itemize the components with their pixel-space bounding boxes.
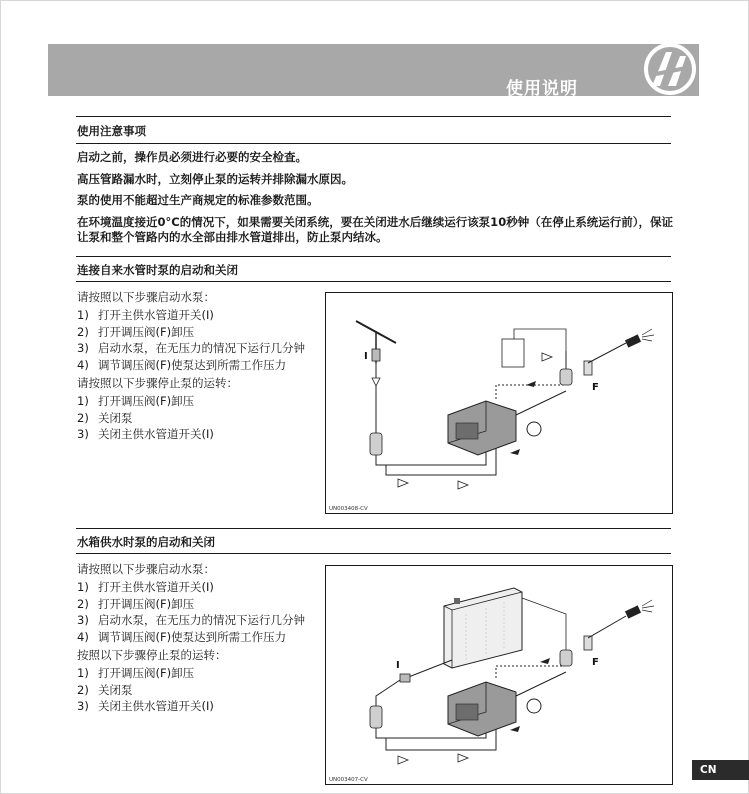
list-item: 1) 打开主供水管道开关(I): [77, 580, 214, 595]
list-item: 1) 打开调压阀(F)卸压: [77, 666, 195, 681]
figure-code: UN003407-CV: [329, 777, 368, 783]
note-item: 启动之前，操作员必须进行必要的安全检查。: [77, 150, 307, 164]
tank-section-title: 水箱供水时泵的启动和关闭: [77, 535, 215, 549]
water-tank-icon: [444, 588, 522, 668]
list-item: 3) 关闭主供水管道开关(I): [77, 427, 214, 442]
list-item: 2) 打开调压阀(F)卸压: [77, 324, 195, 339]
brand-logo-icon: [642, 42, 698, 96]
svg-text:I: I: [364, 351, 368, 362]
note-item: 泵的使用不能超过生产商规定的标准参数范围。: [77, 193, 319, 207]
stop-steps-list: [77, 393, 317, 442]
regulator-valve-icon: [560, 650, 572, 666]
figure-code: UN003408-CV: [329, 506, 368, 512]
start-intro: 请按照以下步骤启动水泵：: [77, 290, 215, 304]
start-intro: 请按照以下步骤启动水泵：: [77, 562, 215, 576]
mains-instructions: [77, 289, 317, 445]
header-bar: [48, 44, 699, 96]
pump-icon: [448, 682, 541, 736]
divider: [76, 281, 671, 282]
spray-gun-icon: [625, 605, 641, 618]
tank-instructions: [77, 561, 317, 717]
mains-section-title: 连接自来水管时泵的启动和关闭: [77, 263, 238, 277]
note-item: 高压管路漏水时，立刻停止泵的运转并排除漏水原因。: [77, 172, 353, 186]
list-item: 3) 关闭主供水管道开关(I): [77, 699, 214, 714]
stop-intro: 按照以下步骤停止泵的运转：: [77, 648, 227, 663]
list-item: 2) 关闭泵: [77, 410, 133, 425]
list-item: 2) 打开调压阀(F)卸压: [77, 596, 195, 611]
divider: [76, 143, 671, 144]
start-steps-list: [77, 307, 317, 373]
filter-icon: [370, 706, 382, 728]
spray-gun-icon: [625, 334, 641, 347]
notes-title: 使用注意事项: [77, 124, 146, 138]
svg-text:F: F: [592, 382, 599, 393]
divider: [76, 116, 671, 117]
list-item: 3) 启动水泵，在无压力的情况下运行几分钟: [77, 613, 305, 628]
list-item: 1) 打开主供水管道开关(I): [77, 308, 214, 323]
divider: [76, 553, 671, 554]
svg-text:F: F: [592, 657, 599, 668]
list-item: 4) 调节调压阀(F)使泵达到所需工作压力: [77, 629, 287, 644]
regulator-valve-icon: [560, 369, 572, 385]
list-item: 1) 打开调压阀(F)卸压: [77, 394, 195, 409]
tank-valve-icon: [400, 674, 410, 682]
list-item: 4) 调节调压阀(F)使泵达到所需工作压力: [77, 357, 287, 372]
start-steps-list: [77, 579, 317, 645]
list-item: 2) 关闭泵: [77, 682, 133, 697]
language-tab: CN: [692, 760, 749, 780]
svg-text:I: I: [396, 660, 400, 671]
tap-valve-icon: [372, 349, 380, 361]
filter-icon: [370, 433, 382, 455]
note-item: 在环境温度接近0°C的情况下，如果需要关闭系统，要在关闭进水后继续运行该泵10秒钟（在停止系统运行前），保证让泵和整个管路内的水全部由排水管道排出，防止泵内结冰。: [77, 215, 673, 244]
pump-icon: [448, 401, 541, 455]
list-item: 3) 启动水泵，在无压力的情况下运行几分钟: [77, 341, 305, 356]
stop-intro: 请按照以下步骤停止泵的运转：: [77, 376, 238, 391]
divider: [76, 528, 671, 529]
mains-connection-diagram: [325, 292, 673, 514]
electric-box-icon: [502, 339, 524, 367]
tank-connection-diagram: [325, 565, 673, 785]
stop-steps-list: [77, 665, 317, 714]
page-title: 使用说明: [506, 79, 578, 99]
divider: [76, 256, 671, 257]
